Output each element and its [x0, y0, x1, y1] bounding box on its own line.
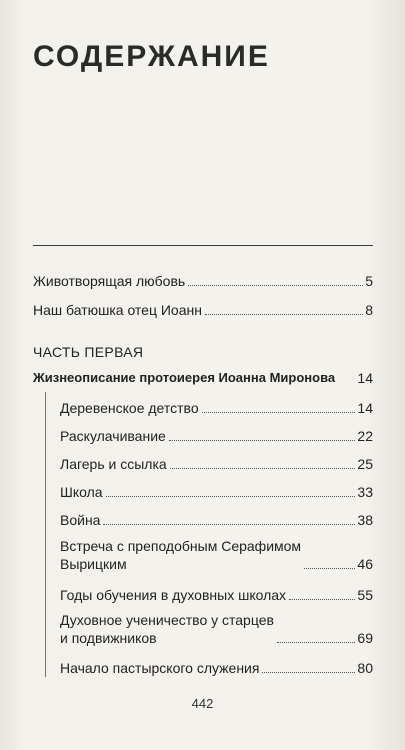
- toc-chapter[interactable]: [60, 427, 373, 445]
- chapter-indent-line: [45, 392, 46, 677]
- toc-entry-label: Животворящая любовь: [33, 273, 186, 289]
- toc-entry-label-line2: и подвижников: [60, 630, 157, 646]
- toc-entry-page: 69: [357, 630, 373, 646]
- toc-entry-page: 55: [357, 587, 373, 603]
- leader-dots: [169, 440, 356, 441]
- toc-entry-label: Школа: [60, 484, 103, 500]
- leader-dots: [304, 568, 355, 569]
- toc-entry-page: 46: [357, 556, 373, 572]
- toc-chapter[interactable]: [60, 511, 373, 529]
- page-title: СОДЕРЖАНИЕ: [33, 40, 270, 73]
- toc-entry-label: Раскулачивание: [60, 428, 166, 444]
- leader-dots: [338, 382, 355, 383]
- toc-chapter[interactable]: [60, 537, 373, 573]
- toc-entry-page: 8: [365, 302, 373, 318]
- leader-dots: [103, 524, 355, 525]
- toc-chapter[interactable]: [60, 455, 373, 473]
- toc-chapter[interactable]: [60, 399, 373, 417]
- leader-dots: [205, 314, 363, 315]
- toc-entry-page: 33: [357, 484, 373, 500]
- leader-dots: [106, 496, 356, 497]
- toc-entry-label: Жизнеописание протоиерея Иоанна Миронова: [33, 370, 336, 385]
- divider: [33, 245, 373, 246]
- toc-entry-page: 25: [357, 456, 373, 472]
- part-heading: ЧАСТЬ ПЕРВАЯ: [33, 344, 144, 360]
- leader-dots: [277, 642, 355, 643]
- toc-chapter[interactable]: [60, 611, 373, 647]
- leader-dots: [289, 599, 355, 600]
- leader-dots: [262, 672, 355, 673]
- toc-entry-label: Деревенское детство: [60, 400, 199, 416]
- toc-entry-label: Наш батюшка отец Иоанн: [33, 302, 202, 318]
- leader-dots: [202, 412, 356, 413]
- toc-entry-page: 14: [357, 400, 373, 416]
- toc-entry-label: Годы обучения в духовных школах: [60, 587, 287, 603]
- toc-entry-page: 22: [357, 428, 373, 444]
- toc-entry[interactable]: [33, 301, 373, 319]
- toc-part-entry[interactable]: [33, 369, 373, 387]
- toc-chapter[interactable]: [60, 586, 373, 604]
- toc-entry-label: Начало пастырского служения: [60, 660, 260, 676]
- toc-entry-page: 14: [357, 370, 373, 386]
- leader-dots: [188, 285, 363, 286]
- toc-entry-label-line2: Вырицким: [60, 556, 127, 572]
- toc-chapter[interactable]: [60, 659, 373, 677]
- toc-entry-label: [60, 611, 274, 647]
- toc-entry-page: 5: [365, 273, 373, 289]
- toc-entry[interactable]: [33, 272, 373, 290]
- toc-entry-page: 38: [357, 512, 373, 528]
- toc-entry-label: [60, 537, 301, 573]
- toc-entry-label-line1: Встреча с преподобным Серафимом: [60, 538, 302, 554]
- toc-entry-label: Война: [60, 512, 101, 528]
- page-number: 442: [191, 696, 214, 711]
- leader-dots: [170, 468, 356, 469]
- toc-chapter[interactable]: [60, 483, 373, 501]
- toc-entry-page: 80: [357, 660, 373, 676]
- toc-entry-label-line1: Духовное ученичество у старцев: [60, 612, 274, 628]
- toc-entry-label: Лагерь и ссылка: [60, 456, 167, 472]
